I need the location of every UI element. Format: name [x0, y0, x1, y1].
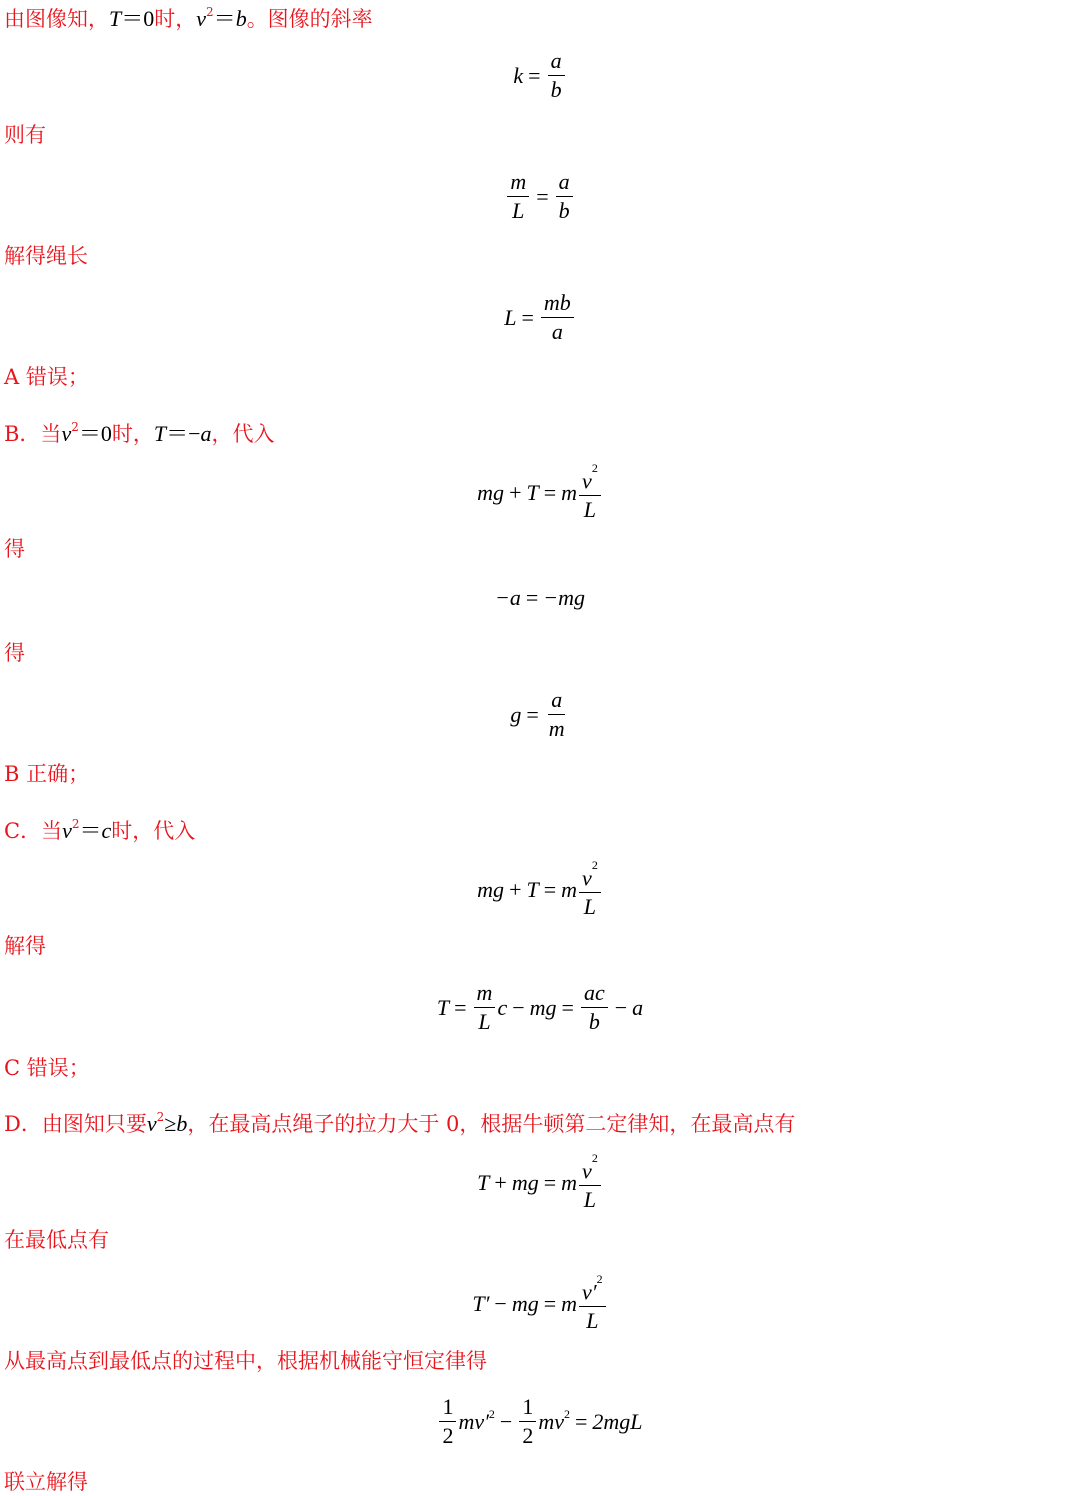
math-op: =	[526, 701, 539, 727]
math-var: mg	[511, 1291, 539, 1317]
text: ，代入	[211, 422, 275, 446]
numerator: a	[548, 48, 565, 76]
text: 时，代入	[111, 819, 196, 843]
math-op: −	[614, 994, 628, 1020]
math-var: T	[109, 6, 122, 31]
equation-5	[0, 585, 1080, 611]
superscript: 2	[71, 420, 79, 434]
denominator: m	[548, 716, 565, 741]
math-op: −	[512, 994, 525, 1020]
numerator: 1	[519, 1394, 536, 1422]
text-line-8: B 正确；	[4, 762, 90, 786]
denominator: b	[550, 77, 562, 102]
math-var: b	[235, 6, 247, 31]
math-var: m	[561, 1291, 578, 1317]
fraction	[579, 860, 601, 920]
math-text: ＝0	[78, 421, 112, 446]
math-op: +	[509, 480, 522, 506]
denominator: L	[478, 1009, 491, 1034]
fraction	[581, 980, 608, 1035]
fraction	[579, 1274, 606, 1334]
numerator: ac	[581, 980, 608, 1008]
denominator: L	[512, 198, 525, 223]
text: D．由图知只要	[4, 1112, 147, 1136]
math-var: v	[62, 818, 72, 843]
math-var: v	[582, 865, 592, 891]
math-var: v	[146, 1111, 157, 1136]
fraction	[579, 463, 601, 523]
math-var: −a	[494, 585, 521, 610]
equation-11	[0, 1394, 1080, 1449]
text-line-4: A 错误；	[4, 365, 89, 389]
superscript: 2	[206, 5, 214, 19]
math-op: =	[543, 877, 557, 903]
numerator	[579, 463, 601, 496]
fraction	[439, 1394, 456, 1449]
math-text: ＝0	[121, 6, 155, 31]
text-line-14: 从最高点到最低点的过程中，根据机械能守恒定律得	[4, 1349, 487, 1373]
math-var: T	[436, 994, 450, 1020]
math-op: +	[509, 877, 522, 903]
superscript: 2	[488, 1406, 495, 1421]
math-op: =	[543, 480, 557, 506]
denominator: 2	[442, 1423, 454, 1448]
math-var: T	[153, 421, 167, 446]
fraction	[519, 1394, 536, 1449]
equation-10	[0, 1274, 1080, 1334]
denominator: b	[588, 1009, 600, 1034]
text-line-13: 在最低点有	[4, 1228, 109, 1252]
numerator	[579, 1153, 601, 1186]
fraction	[548, 48, 565, 103]
math-text: ＝	[213, 6, 236, 31]
denominator: 2	[522, 1423, 534, 1448]
superscript: 2	[71, 817, 80, 831]
math-var: v	[582, 1158, 592, 1184]
superscript: 2	[591, 1151, 598, 1165]
numerator	[579, 860, 601, 893]
text-line-3: 解得绳长	[4, 244, 88, 268]
text: 由图像知，	[4, 7, 109, 31]
math-var: mv	[538, 1408, 564, 1434]
math-var: g	[510, 701, 522, 727]
denominator: a	[551, 319, 563, 344]
denominator: L	[583, 497, 597, 523]
superscript: 2	[156, 1110, 165, 1124]
math-var: mg	[511, 1170, 539, 1196]
denominator: L	[583, 894, 597, 920]
math-var: v	[582, 468, 592, 494]
equation-2	[0, 169, 1080, 224]
math-var: 2mgL	[592, 1408, 643, 1434]
equation-6	[0, 687, 1080, 742]
math-var: T′	[472, 1291, 490, 1317]
math-op: +	[494, 1170, 507, 1196]
math-var: v	[196, 6, 207, 31]
fraction	[579, 1153, 601, 1213]
denominator: L	[583, 1187, 597, 1213]
math-text: ≥	[164, 1111, 177, 1136]
text-line-2: 则有	[4, 123, 46, 147]
text-line-11: C 错误；	[4, 1056, 90, 1080]
text-line-10: 解得	[4, 934, 46, 958]
fraction	[546, 687, 568, 742]
text: 。图像的斜率	[246, 7, 373, 31]
math-op: =	[525, 585, 539, 610]
math-var: T	[477, 1170, 490, 1196]
math-var: −mg	[543, 585, 585, 610]
text-line-9	[4, 813, 195, 844]
equation-4	[0, 463, 1080, 523]
numerator: m	[474, 980, 496, 1008]
math-var: L	[504, 304, 517, 330]
math-op: −	[494, 1291, 507, 1317]
math-op: =	[536, 183, 549, 209]
equation-9	[0, 1153, 1080, 1213]
math-var: m	[561, 1170, 578, 1196]
equation-3	[0, 290, 1080, 345]
text-line-1	[4, 1, 373, 32]
math-text: ＝	[79, 818, 102, 843]
math-op: =	[454, 994, 467, 1020]
text-line-15: 联立解得	[4, 1470, 88, 1494]
equation-7	[0, 860, 1080, 920]
math-var: v′	[582, 1279, 597, 1305]
text-line-6: 得	[4, 537, 25, 561]
numerator: a	[548, 687, 565, 715]
fraction	[556, 169, 573, 224]
text: ，在最高点绳子的拉力大于 0，根据牛顿第二定律知，在最高点有	[187, 1112, 796, 1136]
equation-8	[0, 980, 1080, 1035]
denominator: L	[586, 1308, 599, 1334]
math-var: b	[176, 1111, 188, 1136]
text: B．当	[4, 422, 62, 446]
text-line-12	[4, 1106, 795, 1137]
text-line-5	[4, 416, 275, 447]
denominator: b	[558, 198, 570, 223]
numerator: mb	[541, 290, 574, 318]
math-op: −	[499, 1408, 513, 1434]
superscript: 2	[591, 461, 598, 475]
math-var: v	[61, 421, 72, 446]
math-var: T	[526, 480, 539, 506]
fraction	[541, 290, 574, 345]
math-op: =	[575, 1408, 588, 1434]
math-op: =	[543, 1170, 557, 1196]
numerator: a	[556, 169, 573, 197]
math-var: mg	[477, 480, 505, 506]
text: 时，	[154, 7, 197, 31]
math-var: c	[101, 818, 112, 843]
math-var: mv′	[458, 1408, 489, 1434]
math-var: T	[526, 877, 539, 903]
text: C．当	[4, 819, 63, 843]
math-op: =	[528, 62, 541, 88]
text-line-7: 得	[4, 641, 25, 665]
superscript: 2	[596, 1272, 603, 1286]
math-var: a	[632, 994, 644, 1020]
text: 时，	[111, 422, 154, 446]
math-var: c	[497, 994, 508, 1020]
equation-1	[0, 48, 1080, 103]
fraction	[474, 980, 496, 1035]
math-var: m	[561, 480, 578, 506]
numerator: m	[507, 169, 529, 197]
math-var: mg	[477, 877, 505, 903]
math-op: =	[521, 304, 534, 330]
superscript: 2	[564, 1406, 570, 1421]
math-var: k	[513, 62, 524, 88]
math-var: m	[561, 877, 578, 903]
math-op: =	[543, 1291, 557, 1317]
fraction	[507, 169, 529, 224]
numerator	[579, 1274, 606, 1307]
math-op: =	[561, 994, 574, 1020]
superscript: 2	[591, 858, 598, 872]
math-var: mg	[529, 994, 557, 1020]
math-var: a	[200, 421, 212, 446]
numerator: 1	[439, 1394, 456, 1422]
math-text: ＝−	[166, 421, 201, 446]
